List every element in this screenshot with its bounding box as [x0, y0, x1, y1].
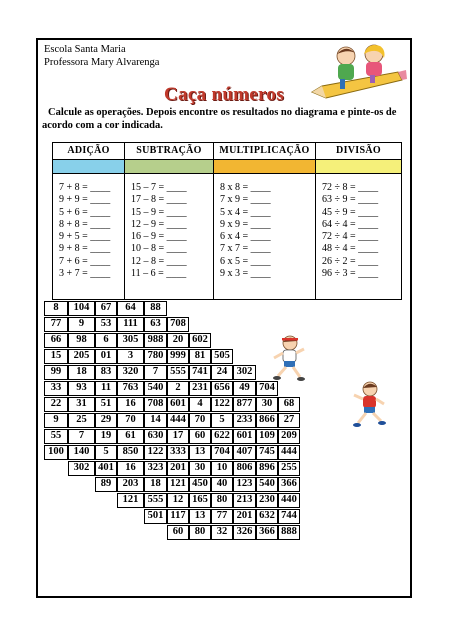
color-swatch-subtracao[interactable] — [125, 160, 213, 174]
operation-item: 48 ÷ 4 = ____ — [322, 243, 379, 255]
grid-cell[interactable]: 25 — [68, 413, 95, 428]
operation-item: 16 – 9 = ____ — [131, 231, 187, 243]
grid-cell[interactable]: 13 — [189, 509, 211, 524]
grid-cell[interactable]: 213 — [233, 493, 256, 508]
grid-cell[interactable]: 440 — [278, 493, 300, 508]
column-header: SUBTRAÇÃO — [125, 143, 213, 160]
grid-cell[interactable]: 66 — [44, 333, 68, 348]
grid-cell[interactable]: 302 — [233, 365, 256, 380]
grid-cell[interactable]: 366 — [256, 525, 278, 540]
grid-cell[interactable]: 209 — [278, 429, 300, 444]
grid-cell[interactable]: 100 — [44, 445, 68, 460]
grid-cell[interactable]: 77 — [44, 317, 68, 332]
operations-list — [53, 174, 124, 280]
operation-item: 7 + 8 = ____ — [59, 182, 111, 193]
grid-cell[interactable]: 540 — [256, 477, 278, 492]
grid-cell[interactable]: 3 — [117, 349, 144, 364]
grid-cell[interactable]: 708 — [167, 317, 189, 332]
grid-cell[interactable]: 30 — [189, 461, 211, 476]
running-boy-illustration — [348, 380, 388, 428]
operation-item: 63 ÷ 9 = ____ — [322, 194, 379, 206]
grid-cell[interactable]: 88 — [144, 301, 167, 316]
grid-cell[interactable]: 780 — [144, 349, 167, 364]
grid-cell[interactable]: 622 — [211, 429, 233, 444]
grid-cell[interactable]: 99 — [44, 365, 68, 380]
grid-cell[interactable]: 22 — [44, 397, 68, 412]
column-multiplicacao — [214, 143, 316, 299]
grid-cell[interactable]: 6 — [95, 333, 117, 348]
grid-cell[interactable]: 806 — [233, 461, 256, 476]
grid-cell[interactable]: 17 — [167, 429, 189, 444]
grid-cell[interactable]: 30 — [256, 397, 278, 412]
operation-item: 7 x 9 = ____ — [220, 194, 271, 206]
grid-cell[interactable]: 104 — [68, 301, 95, 316]
operations-list — [316, 174, 401, 280]
operation-item: 26 ÷ 2 = ____ — [322, 255, 379, 267]
grid-cell[interactable]: 708 — [144, 397, 167, 412]
grid-cell[interactable]: 8 — [44, 301, 68, 316]
grid-cell[interactable]: 704 — [211, 445, 233, 460]
grid-cell[interactable]: 29 — [95, 413, 117, 428]
operation-item: 9 x 3 = ____ — [220, 268, 271, 280]
operation-item: 9 x 9 = ____ — [220, 218, 271, 230]
grid-cell[interactable]: 10 — [211, 461, 233, 476]
grid-cell[interactable]: 850 — [117, 445, 144, 460]
operation-item: 72 ÷ 8 = ____ — [322, 182, 379, 193]
operations-list — [125, 174, 213, 280]
grid-cell[interactable]: 24 — [211, 365, 233, 380]
grid-cell[interactable]: 988 — [144, 333, 167, 348]
operation-item: 72 ÷ 4 = ____ — [322, 231, 379, 243]
grid-cell[interactable]: 5 — [211, 413, 233, 428]
grid-cell[interactable]: 601 — [167, 397, 189, 412]
grid-cell[interactable]: 744 — [278, 509, 300, 524]
operations-table — [52, 142, 402, 300]
grid-cell[interactable]: 20 — [167, 333, 189, 348]
operation-item: 6 x 5 = ____ — [220, 255, 271, 267]
grid-cell[interactable]: 140 — [68, 445, 95, 460]
grid-cell[interactable]: 27 — [278, 413, 300, 428]
grid-cell[interactable]: 656 — [211, 381, 233, 396]
grid-cell[interactable]: 123 — [233, 477, 256, 492]
grid-cell[interactable]: 109 — [256, 429, 278, 444]
operation-item: 11 – 6 = ____ — [131, 268, 187, 280]
operation-item: 9 + 8 = ____ — [59, 243, 111, 255]
grid-cell[interactable]: 230 — [256, 493, 278, 508]
grid-cell[interactable]: 32 — [211, 525, 233, 540]
grid-cell[interactable]: 4 — [189, 397, 211, 412]
header — [44, 43, 159, 69]
grid-cell[interactable]: 999 — [167, 349, 189, 364]
operation-item: 9 + 9 = ____ — [59, 194, 111, 206]
grid-cell[interactable]: 80 — [211, 493, 233, 508]
operation-item: 6 x 4 = ____ — [220, 231, 271, 243]
operation-item: 96 ÷ 3 = ____ — [322, 268, 379, 280]
operation-item: 5 x 4 = ____ — [220, 206, 271, 218]
operation-item: 17 – 8 = ____ — [131, 194, 187, 206]
grid-cell[interactable]: 444 — [167, 413, 189, 428]
grid-cell[interactable]: 13 — [189, 445, 211, 460]
grid-cell[interactable]: 80 — [189, 525, 211, 540]
grid-cell[interactable]: 63 — [144, 317, 167, 332]
grid-cell[interactable]: 89 — [95, 477, 117, 492]
color-swatch-divisao[interactable] — [316, 160, 401, 174]
operations-list — [214, 174, 315, 280]
column-header: ADIÇÃO — [53, 143, 124, 160]
grid-cell[interactable]: 602 — [189, 333, 211, 348]
running-kid-illustration — [270, 334, 310, 382]
grid-cell[interactable]: 320 — [117, 365, 144, 380]
grid-cell[interactable]: 255 — [278, 461, 300, 476]
column-adicao — [53, 143, 125, 299]
grid-cell[interactable]: 632 — [256, 509, 278, 524]
grid-cell[interactable]: 555 — [167, 365, 189, 380]
grid-cell[interactable]: 70 — [189, 413, 211, 428]
grid-cell[interactable]: 19 — [95, 429, 117, 444]
grid-cell[interactable]: 745 — [256, 445, 278, 460]
grid-cell[interactable]: 68 — [278, 397, 300, 412]
grid-cell[interactable]: 67 — [95, 301, 117, 316]
grid-cell[interactable]: 323 — [144, 461, 167, 476]
grid-cell[interactable]: 401 — [95, 461, 117, 476]
operation-item: 8 + 8 = ____ — [59, 218, 111, 230]
column-subtracao — [125, 143, 214, 299]
grid-cell[interactable]: 896 — [256, 461, 278, 476]
grid-cell[interactable]: 203 — [117, 477, 144, 492]
grid-cell[interactable]: 70 — [117, 413, 144, 428]
grid-cell[interactable]: 601 — [233, 429, 256, 444]
operation-item: 12 – 9 = ____ — [131, 218, 187, 230]
grid-cell[interactable]: 2 — [167, 381, 189, 396]
grid-cell[interactable]: 121 — [117, 493, 144, 508]
operation-item: 9 + 5 = ____ — [59, 231, 111, 243]
grid-cell[interactable]: 14 — [144, 413, 167, 428]
grid-cell[interactable]: 366 — [278, 477, 300, 492]
column-divisao — [316, 143, 401, 299]
grid-cell[interactable]: 117 — [167, 509, 189, 524]
grid-cell[interactable]: 33 — [44, 381, 68, 396]
color-swatch-multiplicacao[interactable] — [214, 160, 315, 174]
operation-item: 7 + 6 = ____ — [59, 255, 111, 267]
grid-cell[interactable]: 540 — [144, 381, 167, 396]
grid-cell[interactable]: 55 — [44, 429, 68, 444]
grid-cell[interactable]: 98 — [68, 333, 95, 348]
operation-item: 64 ÷ 4 = ____ — [322, 218, 379, 230]
grid-cell[interactable]: 83 — [95, 365, 117, 380]
grid-cell[interactable]: 877 — [233, 397, 256, 412]
grid-cell[interactable]: 231 — [189, 381, 211, 396]
grid-cell[interactable]: 15 — [44, 349, 68, 364]
column-header: MULTIPLICAÇÃO — [214, 143, 315, 160]
grid-cell[interactable]: 53 — [95, 317, 117, 332]
grid-cell[interactable]: 51 — [95, 397, 117, 412]
operation-item: 10 – 8 = ____ — [131, 243, 187, 255]
grid-cell[interactable]: 18 — [144, 477, 167, 492]
operation-item: 15 – 9 = ____ — [131, 206, 187, 218]
grid-cell[interactable]: 555 — [144, 493, 167, 508]
grid-cell[interactable]: 630 — [144, 429, 167, 444]
grid-cell[interactable]: 741 — [189, 365, 211, 380]
operation-item: 7 x 7 = ____ — [220, 243, 271, 255]
grid-cell[interactable]: 201 — [167, 461, 189, 476]
grid-cell[interactable]: 763 — [117, 381, 144, 396]
grid-cell[interactable]: 64 — [117, 301, 144, 316]
grid-cell[interactable]: 122 — [144, 445, 167, 460]
grid-cell[interactable]: 201 — [233, 509, 256, 524]
grid-cell[interactable]: 93 — [68, 381, 95, 396]
page-title: Caça números — [164, 84, 284, 105]
grid-cell[interactable]: 505 — [211, 349, 233, 364]
grid-cell[interactable]: 81 — [189, 349, 211, 364]
grid-cell[interactable]: 305 — [117, 333, 144, 348]
grid-cell[interactable]: 77 — [211, 509, 233, 524]
grid-cell[interactable]: 302 — [68, 461, 95, 476]
grid-cell[interactable]: 450 — [189, 477, 211, 492]
grid-cell[interactable]: 333 — [167, 445, 189, 460]
grid-cell[interactable]: 40 — [211, 477, 233, 492]
operation-item: 8 x 8 = ____ — [220, 182, 271, 193]
school-name: Escola Santa Maria — [44, 44, 126, 55]
grid-cell[interactable]: 12 — [167, 493, 189, 508]
grid-cell[interactable]: 16 — [117, 461, 144, 476]
grid-cell[interactable]: 444 — [278, 445, 300, 460]
column-header: DIVISÃO — [316, 143, 401, 160]
grid-cell[interactable]: 5 — [95, 445, 117, 460]
grid-cell[interactable]: 18 — [68, 365, 95, 380]
operation-item: 5 + 6 = ____ — [59, 206, 111, 218]
grid-cell[interactable]: 704 — [256, 381, 278, 396]
grid-cell[interactable]: 7 — [68, 429, 95, 444]
grid-cell[interactable]: 9 — [68, 317, 95, 332]
grid-cell[interactable]: 407 — [233, 445, 256, 460]
grid-cell[interactable]: 9 — [44, 413, 68, 428]
operation-item: 12 – 8 = ____ — [131, 255, 187, 267]
grid-cell[interactable]: 165 — [189, 493, 211, 508]
grid-cell[interactable]: 60 — [167, 525, 189, 540]
teacher-name: Professora Mary Alvarenga — [44, 57, 160, 68]
operation-item: 3 + 7 = ____ — [59, 268, 111, 280]
grid-cell[interactable]: 121 — [167, 477, 189, 492]
grid-cell[interactable]: 11 — [95, 381, 117, 396]
operation-item: 45 ÷ 9 = ____ — [322, 206, 379, 218]
grid-cell[interactable]: 111 — [117, 317, 144, 332]
grid-cell[interactable]: 60 — [189, 429, 211, 444]
grid-cell[interactable]: 31 — [68, 397, 95, 412]
grid-cell[interactable]: 122 — [211, 397, 233, 412]
grid-cell[interactable]: 61 — [117, 429, 144, 444]
grid-cell[interactable]: 233 — [233, 413, 256, 428]
grid-cell[interactable]: 7 — [144, 365, 167, 380]
grid-cell[interactable]: 16 — [117, 397, 144, 412]
operation-item: 15 – 7 = ____ — [131, 182, 187, 193]
instructions: Calcule as operações. Depois encontre os resultados no diagrama e pinte-os de acordo com a cor indicada. — [42, 107, 397, 131]
grid-cell[interactable]: 205 — [68, 349, 95, 364]
grid-cell[interactable]: 326 — [233, 525, 256, 540]
grid-cell[interactable]: 888 — [278, 525, 300, 540]
grid-cell[interactable]: 501 — [144, 509, 167, 524]
grid-cell[interactable]: 49 — [233, 381, 256, 396]
color-swatch-adicao[interactable] — [53, 160, 124, 174]
grid-cell[interactable]: 01 — [95, 349, 117, 364]
grid-cell[interactable]: 866 — [256, 413, 278, 428]
